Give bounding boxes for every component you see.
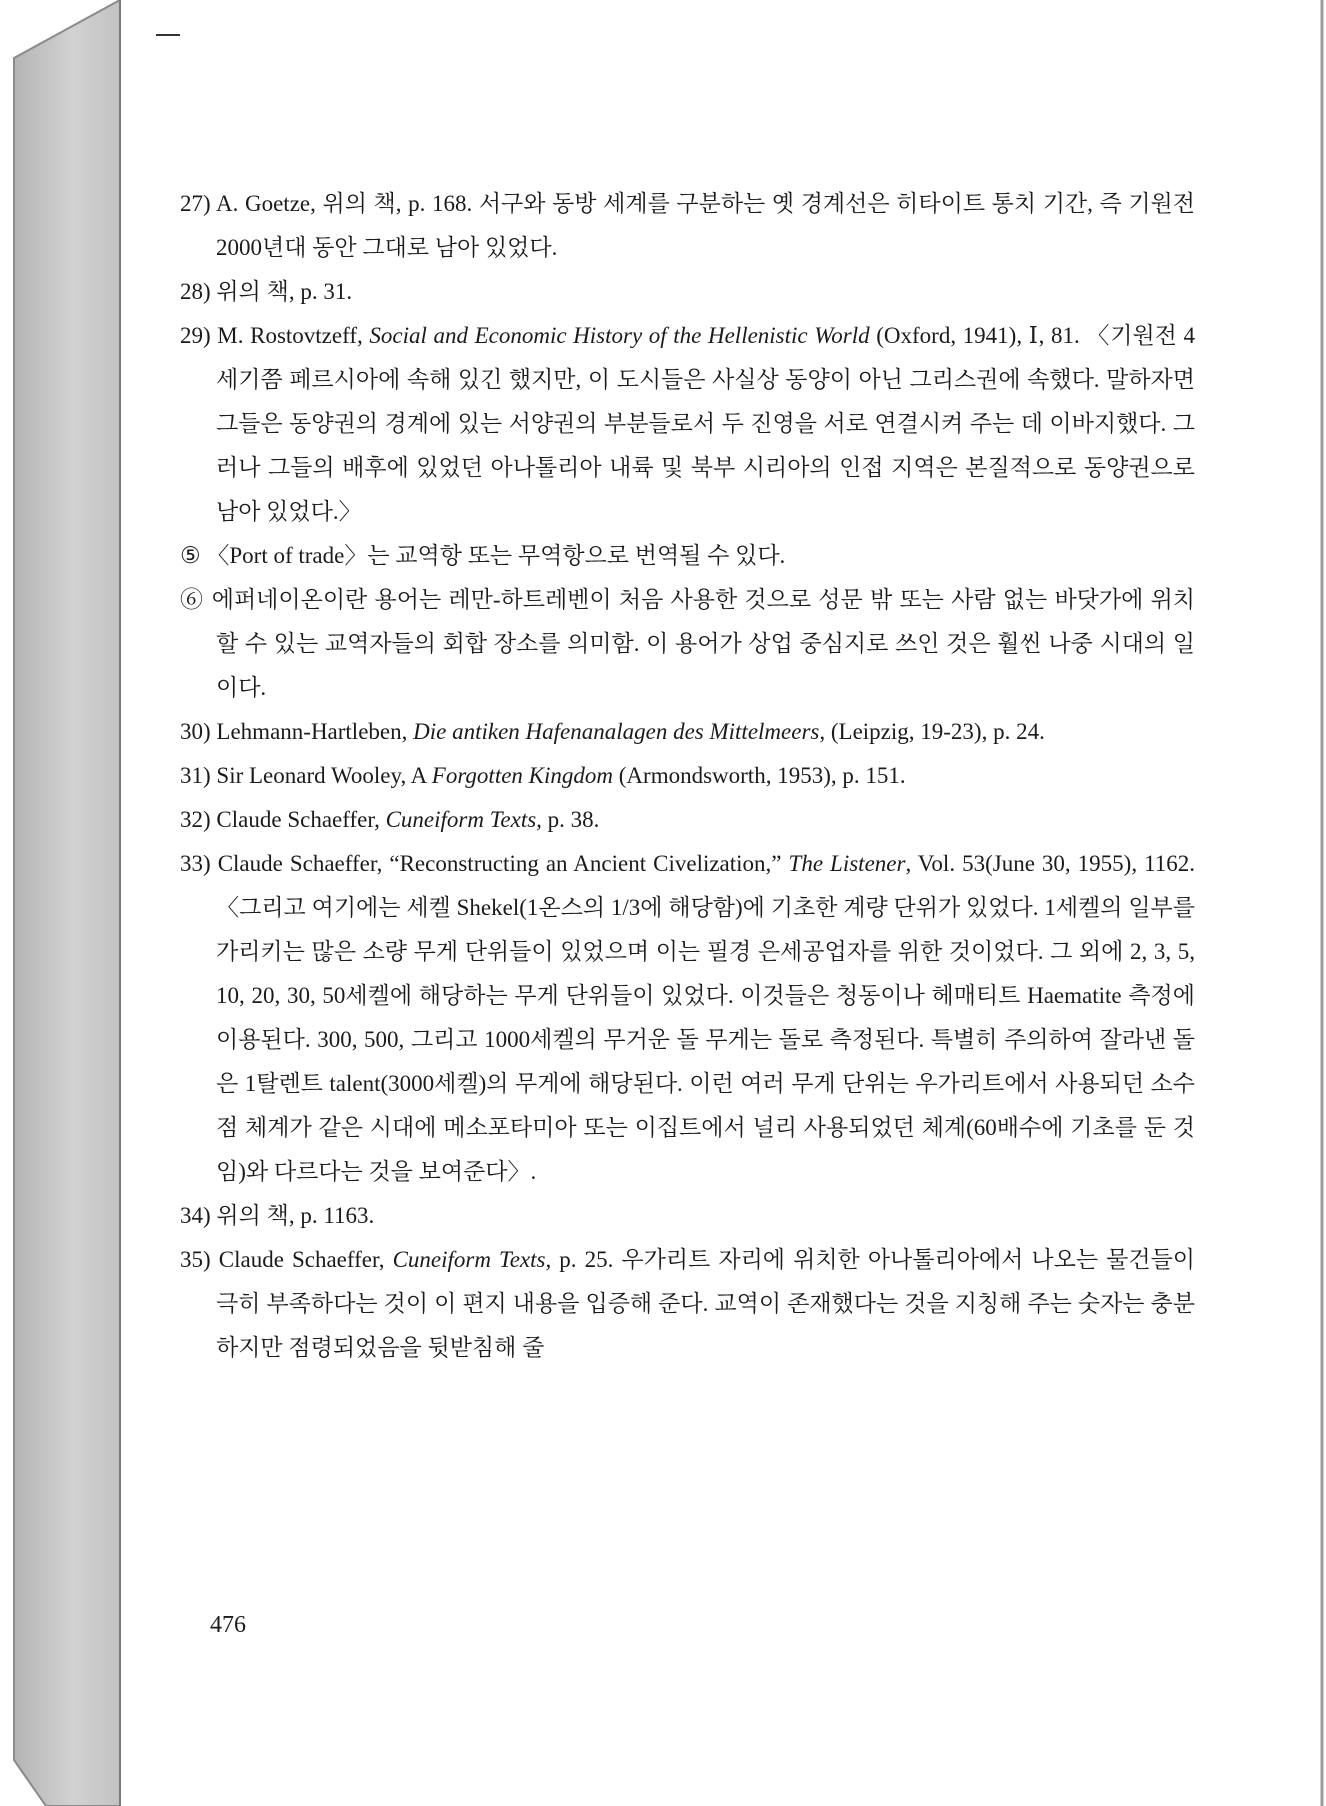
footnote-number: 31) <box>180 763 211 788</box>
footnote-number: ⑥ <box>180 587 205 612</box>
footnote-text: 〈Port of trade〉는 교역항 또는 무역항으로 번역될 수 있다. <box>206 543 786 568</box>
footnote-title-italic: The Listener <box>788 851 906 876</box>
footnote-text: 에퍼네이온이란 용어는 레만-하트레벤이 처음 사용한 것으로 성문 밖 또는 사람 없는 바닷가에 위치할 수 있는 교역자들의 회합 장소를 의미함. 이 용어가 상업 중심지로 쓰인 것은 훨씬 나중 시대의 일이다. <box>211 587 1196 700</box>
footnote <box>180 710 1195 754</box>
footnote-text: Claude Schaeffer, “Reconstructing an Ancient Civelization,” <box>217 851 789 876</box>
footnote-number: 35) <box>180 1247 211 1272</box>
corner-dash <box>156 34 180 36</box>
footnote-title-italic: Forgotten Kingdom <box>431 763 614 788</box>
footnote-number: 32) <box>180 807 211 832</box>
footnote <box>180 1194 1195 1238</box>
footnote-text: p. 38. <box>541 807 600 832</box>
footnote-number: ⑤ <box>180 543 201 568</box>
footnote <box>180 270 1195 314</box>
footnote <box>180 314 1195 534</box>
footnote-title-italic: Die antiken Hafenanalagen des Mittelmeers, <box>413 719 826 744</box>
footnote-text: (Leipzig, 19-23), p. 24. <box>825 719 1045 744</box>
footnote-number: 33) <box>180 851 211 876</box>
footnote <box>180 798 1195 842</box>
footnote-text: (Oxford, 1941), Ⅰ, 81. 〈기원전 4세기쯤 페르시아에 속해 있긴 했지만, 이 도시들은 사실상 동양이 아닌 그리스권에 속했다. 말하자면 그들은 동양권의 경계에 있는 서양권의 부분들로서 두 진영을 서로 연결시켜 주는 데 이바지했다. 그러나 그들의 배후에 있었던 아나톨리아 내륙 및 북부 시리아의 인접 지역은 본질적으로 동양권으로 남아 있었다.〉 <box>216 323 1196 524</box>
footnote-number: 30) <box>180 719 211 744</box>
footnote-number: 29) <box>180 323 211 348</box>
footnote-text: A. Goetze, 위의 책, p. 168. 서구와 동방 세계를 구분하는 옛 경계선은 히타이트 통치 기간, 즉 기원전 2000년대 동안 그대로 남아 있었다. <box>216 191 1195 260</box>
footnote-text: , Vol. 53(June 30, 1955), 1162. 〈그리고 여기에는 세켈 Shekel(1온스의 1/3에 해당함)에 기초한 계량 단위가 있었다. 1세켈의 일부를 가리키는 많은 소량 무게 단위들이 있었으며 이는 필경 은세공업자를 위한 것이었다. 그 외에 2, 3, 5, 10, 20, 30, 50세켈에 해당하는 무게 단위들이 있었다. 이것들은 청동이나 헤매티트 Haematite 측정에 이용된다. 300, 500, 그리고 1000세켈의 무거운 돌 무게는 돌로 측정된다. 특별히 주의하여 잘라낸 돌은 1탈렌트 talent(3000세켈)의 무게에 해당된다. 이런 여러 무게 단위는 우가리트에서 사용되던 소수점 체계가 같은 시대에 메소포타미아 또는 이집트에서 널리 사용되었던 체계(60배수에 기초를 둔 것임)와 다르다는 것을 보여준다〉. <box>216 851 1196 1184</box>
footnote <box>180 1238 1195 1370</box>
footnote-text: M. Rostovtzeff, <box>217 323 370 348</box>
footnote <box>180 754 1195 798</box>
footnote <box>180 578 1195 710</box>
footnote-title-italic: Social and Economic History of the Hellenistic World <box>369 323 870 348</box>
footnote-title-italic: Cuneiform Texts, <box>392 1247 552 1272</box>
page-number: 476 <box>210 1612 246 1638</box>
footnote-title-italic: Cuneiform Texts, <box>385 807 542 832</box>
footnote-text: 위의 책, p. 1163. <box>216 1203 375 1228</box>
footnote <box>180 182 1195 270</box>
footnote-text: (Armondsworth, 1953), p. 151. <box>613 763 906 788</box>
footnote-number: 27) <box>180 191 211 216</box>
footnote-text: p. 25. 우가리트 자리에 위치한 아나톨리아에서 나오는 물건들이 극히 부족하다는 것이 이 편지 내용을 입증해 준다. 교역이 존재했다는 것을 지칭해 주는 숫자는 충분하지만 점령되었음을 뒷받침해 줄 <box>216 1247 1196 1360</box>
footnote-text: 위의 책, p. 31. <box>216 279 353 304</box>
footnote-number: 28) <box>180 279 211 304</box>
footnote-text: Claude Schaeffer, <box>218 1247 393 1272</box>
footnote-text: Claude Schaeffer, <box>216 807 386 832</box>
footnote-text: Sir Leonard Wooley, A <box>216 763 432 788</box>
footnote <box>180 842 1195 1194</box>
footnote-number: 34) <box>180 1203 211 1228</box>
footnote-text: Lehmann-Hartleben, <box>216 719 414 744</box>
footnotes-list <box>180 182 1195 1370</box>
footnote <box>180 534 1195 578</box>
